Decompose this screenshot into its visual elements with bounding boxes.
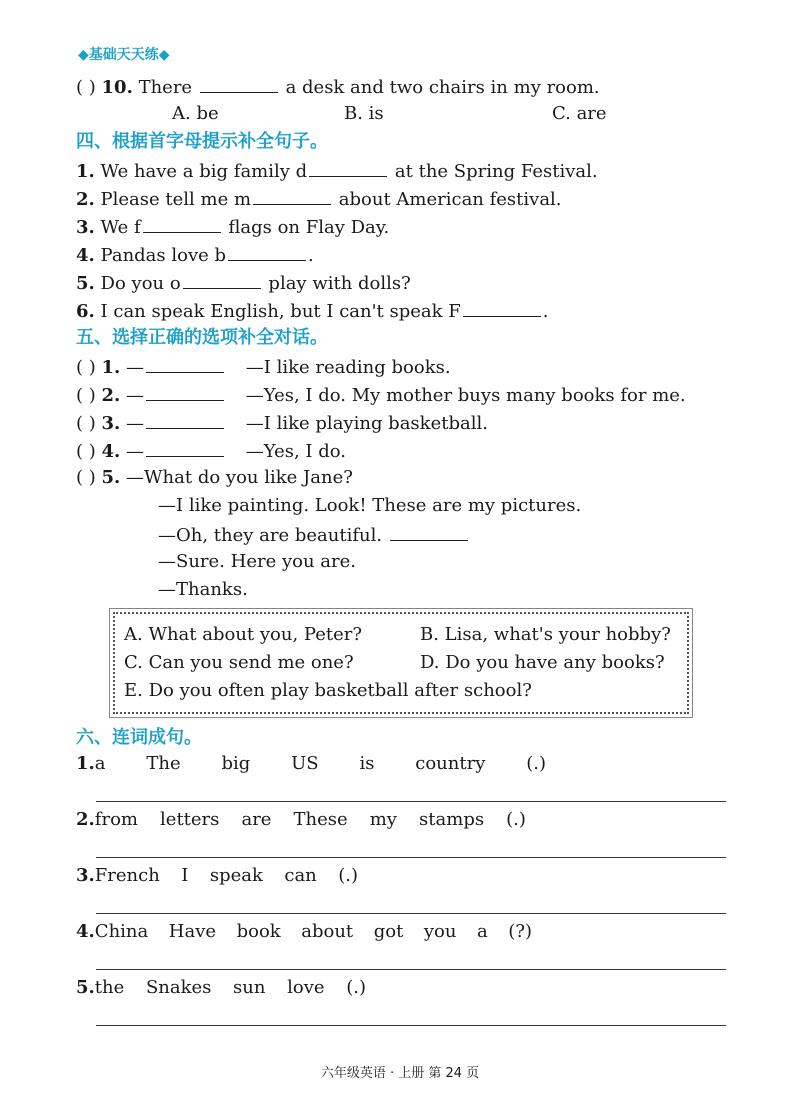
s5-blank-1[interactable] bbox=[146, 354, 224, 373]
s5-item-num: 1. bbox=[101, 357, 121, 378]
s6-item-num: 5. bbox=[76, 977, 95, 998]
s4-item-after: . bbox=[542, 301, 549, 322]
s4-item-3 bbox=[76, 214, 389, 240]
s4-item-num: 3. bbox=[76, 217, 95, 238]
s5-item5-blank[interactable] bbox=[390, 522, 468, 541]
s4-item-num: 1. bbox=[76, 161, 95, 182]
s6-answer-line-5[interactable] bbox=[96, 1025, 726, 1026]
s6-word: (.) bbox=[338, 865, 358, 886]
s4-item-5 bbox=[76, 270, 411, 296]
s6-word: stamps bbox=[419, 809, 485, 830]
s5-item5-line2: —I like painting. Look! These are my pictures. bbox=[158, 495, 582, 516]
s6-item-1 bbox=[76, 752, 546, 776]
worksheet-header-tag: ◆基础天天练◆ bbox=[78, 47, 170, 63]
s6-answer-line-3[interactable] bbox=[96, 913, 726, 914]
s6-answer-line-1[interactable] bbox=[96, 801, 726, 802]
s6-answer-line-2[interactable] bbox=[96, 857, 726, 858]
s6-word: a bbox=[94, 753, 106, 774]
s5-item-num: 2. bbox=[101, 385, 121, 406]
s6-answer-line-4[interactable] bbox=[96, 969, 726, 970]
s6-word: are bbox=[241, 809, 272, 830]
s4-item-after: play with dolls? bbox=[268, 273, 411, 294]
option-c[interactable]: C. Can you send me one? bbox=[124, 652, 354, 673]
s5-item-num: 5. bbox=[101, 467, 121, 488]
s6-item-5 bbox=[76, 976, 366, 1000]
s5-item-text: —I like playing basketball. bbox=[245, 413, 488, 434]
s4-blank-6[interactable] bbox=[463, 298, 541, 317]
s4-item-before: We have a big family d bbox=[100, 161, 308, 182]
s5-item-4 bbox=[76, 438, 346, 464]
option-e[interactable]: E. Do you often play basketball after school? bbox=[124, 680, 532, 701]
s6-word: I bbox=[181, 865, 189, 886]
s4-blank-3[interactable] bbox=[143, 214, 221, 233]
s5-paren[interactable]: ( ) bbox=[76, 467, 96, 488]
s6-item-num: 1. bbox=[76, 753, 95, 774]
s5-dash: — bbox=[126, 385, 145, 406]
s6-word: US bbox=[291, 753, 319, 774]
s6-word: (?) bbox=[508, 921, 532, 942]
s5-item-1 bbox=[76, 354, 451, 380]
q10-option-b[interactable]: B. is bbox=[344, 103, 384, 124]
page-footer: 六年级英语 · 上册 第 24 页 bbox=[320, 1066, 480, 1081]
s6-word: book bbox=[236, 921, 281, 942]
s6-word: China bbox=[94, 921, 149, 942]
s6-word: French bbox=[94, 865, 160, 886]
s6-word: (.) bbox=[526, 753, 546, 774]
s6-word: got bbox=[373, 921, 404, 942]
option-d[interactable]: D. Do you have any books? bbox=[420, 652, 665, 673]
s5-item-text: —Yes, I do. My mother buys many books for me. bbox=[245, 385, 686, 406]
s6-word: (.) bbox=[346, 977, 366, 998]
s6-word: letters bbox=[160, 809, 220, 830]
s6-word: (.) bbox=[506, 809, 526, 830]
s5-blank-2[interactable] bbox=[146, 382, 224, 401]
s5-item-num: 4. bbox=[101, 441, 121, 462]
s6-word: the bbox=[94, 977, 125, 998]
section6-title: 六、连词成句。 bbox=[76, 727, 202, 748]
s4-item-num: 2. bbox=[76, 189, 95, 210]
s4-item-after: at the Spring Festival. bbox=[394, 161, 598, 182]
q10-text-after: a desk and two chairs in my room. bbox=[285, 77, 600, 98]
s5-item-2 bbox=[76, 382, 686, 408]
s4-item-4 bbox=[76, 242, 314, 268]
s4-blank-1[interactable] bbox=[309, 158, 387, 177]
s4-blank-5[interactable] bbox=[183, 270, 261, 289]
s6-word: my bbox=[369, 809, 397, 830]
s4-item-1 bbox=[76, 158, 598, 184]
section5-title: 五、选择正确的选项补全对话。 bbox=[76, 327, 328, 348]
s5-blank-4[interactable] bbox=[146, 438, 224, 457]
s4-item-2 bbox=[76, 186, 562, 212]
s6-word: a bbox=[477, 921, 488, 942]
s6-item-2 bbox=[76, 808, 526, 832]
s5-paren[interactable]: ( ) bbox=[76, 413, 96, 434]
s5-item5-line4: —Sure. Here you are. bbox=[158, 551, 356, 572]
s6-word: love bbox=[287, 977, 325, 998]
s5-dash: — bbox=[126, 441, 145, 462]
s5-item-num: 3. bbox=[101, 413, 121, 434]
option-b[interactable]: B. Lisa, what's your hobby? bbox=[420, 624, 671, 645]
q10-line bbox=[76, 74, 600, 100]
s5-dash: — bbox=[126, 357, 145, 378]
s4-item-after: . bbox=[308, 245, 314, 266]
s6-word: is bbox=[359, 753, 375, 774]
s4-item-6 bbox=[76, 298, 549, 324]
s4-item-num: 4. bbox=[76, 245, 95, 266]
s4-item-before: We f bbox=[100, 217, 141, 238]
q10-blank[interactable] bbox=[200, 74, 278, 93]
s5-item5-line5: —Thanks. bbox=[158, 579, 248, 600]
s4-blank-2[interactable] bbox=[253, 186, 331, 205]
s6-word: from bbox=[94, 809, 138, 830]
s6-item-num: 2. bbox=[76, 809, 95, 830]
s6-item-num: 3. bbox=[76, 865, 95, 886]
s5-item5-line1: —What do you like Jane? bbox=[126, 467, 353, 488]
s4-item-before: Do you o bbox=[100, 273, 181, 294]
s5-item-text: —Yes, I do. bbox=[245, 441, 347, 462]
s6-word: These bbox=[293, 809, 348, 830]
s6-item-num: 4. bbox=[76, 921, 95, 942]
s5-item-text: —I like reading books. bbox=[245, 357, 451, 378]
option-a[interactable]: A. What about you, Peter? bbox=[124, 624, 362, 645]
s6-word: country bbox=[415, 753, 486, 774]
s6-word: about bbox=[301, 921, 354, 942]
s6-word: The bbox=[146, 753, 181, 774]
s6-word: speak bbox=[209, 865, 263, 886]
section4-title: 四、根据首字母提示补全句子。 bbox=[76, 131, 328, 152]
s4-item-num: 6. bbox=[76, 301, 95, 322]
q10-paren: ( ) bbox=[76, 77, 96, 98]
s6-word: big bbox=[221, 753, 251, 774]
s5-blank-3[interactable] bbox=[146, 410, 224, 429]
s6-word: sun bbox=[233, 977, 266, 998]
s5-item5-line3-text: —Oh, they are beautiful. bbox=[158, 525, 383, 546]
s5-dash: — bbox=[126, 413, 145, 434]
s5-paren[interactable]: ( ) bbox=[76, 385, 96, 406]
s6-word: Snakes bbox=[145, 977, 212, 998]
s4-item-before: Please tell me m bbox=[100, 189, 252, 210]
s6-word: you bbox=[423, 921, 457, 942]
s4-blank-4[interactable] bbox=[228, 242, 306, 261]
s5-item5-line3 bbox=[158, 522, 470, 548]
s5-paren[interactable]: ( ) bbox=[76, 441, 96, 462]
s4-item-after: flags on Flay Day. bbox=[228, 217, 390, 238]
q10-text-before: There bbox=[138, 77, 193, 98]
s4-item-after: about American festival. bbox=[338, 189, 562, 210]
s4-item-before: Pandas love b bbox=[100, 245, 227, 266]
s6-word: can bbox=[284, 865, 317, 886]
q10-number: 10. bbox=[101, 77, 133, 98]
q10-option-a[interactable]: A. be bbox=[172, 103, 219, 124]
s4-item-num: 5. bbox=[76, 273, 95, 294]
s4-item-before: I can speak English, but I can't speak F bbox=[100, 301, 461, 322]
s6-item-4 bbox=[76, 920, 532, 944]
s6-word: Have bbox=[168, 921, 217, 942]
q10-option-c[interactable]: C. are bbox=[552, 103, 607, 124]
s6-item-3 bbox=[76, 864, 358, 888]
s5-item-5 bbox=[76, 466, 353, 490]
s5-item-3 bbox=[76, 410, 488, 436]
s5-paren[interactable]: ( ) bbox=[76, 357, 96, 378]
